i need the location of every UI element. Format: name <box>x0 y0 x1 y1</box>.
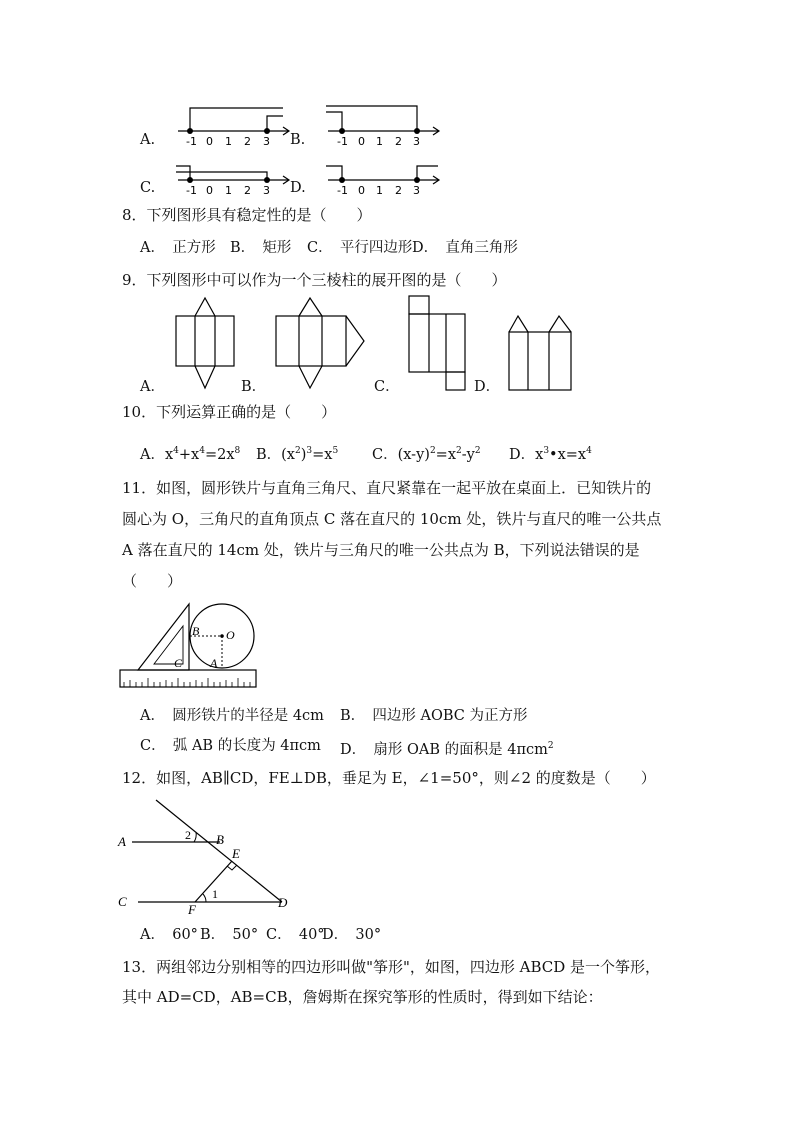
line-db <box>156 800 282 902</box>
tick-1: 1 <box>225 184 232 197</box>
tick-2: 2 <box>244 135 251 148</box>
q10-b-exp2: 3 <box>306 446 313 456</box>
q10-d-exp1: 3 <box>543 446 550 456</box>
q10-d-exp2: 4 <box>586 446 592 456</box>
q10-a-mid: +x <box>178 446 200 463</box>
q11-d-text: D． 扇形 OAB 的面积是 4πcm <box>340 741 548 758</box>
q7-number-line-d <box>320 160 445 200</box>
q10-c-base: C．(x-y) <box>372 446 430 463</box>
q11-stem-line3: A 落在直尺的 14cm 处，铁片与三角尺的唯一公共点为 B，下列说法错误的是 <box>122 541 640 559</box>
q10-option-b[interactable] <box>256 441 338 465</box>
q7-option-b-label[interactable]: B. <box>290 132 306 148</box>
q10-a-post: =2x <box>204 446 235 463</box>
q10-c-exp2: 2 <box>456 446 462 456</box>
label-o: O <box>226 628 235 642</box>
q11-d-exp: 2 <box>547 741 554 751</box>
q7-option-d-label[interactable]: D. <box>290 180 306 196</box>
q10-b-base: B．(x <box>256 446 295 463</box>
q7-number-line-c <box>170 160 295 200</box>
label-a: A <box>118 834 126 849</box>
q10-option-c[interactable] <box>372 441 481 465</box>
q10-b-mid: ) <box>300 446 307 463</box>
q10-c-post: -y <box>461 446 475 463</box>
q10-b-post: =x <box>312 446 333 463</box>
q13-stem-line1: 13．两组邻边分别相等的四边形叫做"筝形"，如图，四边形 ABCD 是一个筝形， <box>122 958 661 976</box>
q10-a-exp3: 8 <box>234 446 241 456</box>
q10-d-base: D．x <box>509 446 544 463</box>
label-c: C <box>174 656 183 670</box>
tick-0: 0 <box>358 135 365 148</box>
tick-0: 0 <box>358 184 365 197</box>
q11-stem-line1: 11．如图，圆形铁片与直角三角尺、直尺紧靠在一起平放在桌面上．已知铁片的 <box>122 479 652 497</box>
q7-option-c-label[interactable]: C. <box>140 180 156 196</box>
tick-1: 1 <box>376 184 383 197</box>
q7-number-line-a <box>170 100 295 150</box>
q9-stem: 9．下列图形中可以作为一个三棱柱的展开图的是（ ） <box>122 271 507 289</box>
q10-a-base: A．x <box>140 446 174 463</box>
q11-option-a[interactable]: A． 圆形铁片的半径是 4cm <box>140 708 324 724</box>
q10-option-d[interactable] <box>509 441 592 465</box>
tick-2: 2 <box>395 135 402 148</box>
q10-a-exp2: 4 <box>199 446 205 456</box>
q11-option-b[interactable]: B． 四边形 AOBC 为正方形 <box>340 708 528 724</box>
tick-0: 0 <box>206 135 213 148</box>
ruler-ticks <box>124 678 250 687</box>
q13-stem-line2: 其中 AD=CD，AB=CB，詹姆斯在探究筝形的性质时，得到如下结论： <box>122 988 603 1006</box>
q10-c-exp1: 2 <box>429 446 436 456</box>
label-d: D <box>278 895 288 910</box>
tick-2: 2 <box>244 184 251 197</box>
q9-net-a <box>170 296 240 396</box>
label-a: A <box>210 656 218 670</box>
tick-3: 3 <box>263 135 270 148</box>
q9-option-d-label[interactable]: D． <box>474 379 501 395</box>
tick-1: 1 <box>225 135 232 148</box>
q8-option-a[interactable]: A． 正方形 <box>140 240 216 256</box>
q12-option-d[interactable]: D． 30° <box>322 927 382 943</box>
q10-option-a[interactable] <box>140 441 240 465</box>
q7-number-line-b <box>320 100 445 150</box>
q12-option-b[interactable]: B． 50° <box>200 927 259 943</box>
ruler <box>120 670 256 687</box>
q11-option-d[interactable] <box>340 736 554 760</box>
label-b: B <box>216 832 224 847</box>
q8-option-d[interactable]: D． 直角三角形 <box>412 240 518 256</box>
q9-option-c-label[interactable]: C． <box>374 379 400 395</box>
tick-m1: -1 <box>337 135 348 148</box>
q10-b-exp1: 2 <box>295 446 301 456</box>
q12-option-a[interactable]: A． 60° <box>140 927 198 943</box>
tick-1: 1 <box>376 135 383 148</box>
q8-option-b[interactable]: B． 矩形 <box>230 240 292 256</box>
tick-3: 3 <box>413 135 420 148</box>
label-b: B <box>192 624 200 638</box>
q10-c-mid: =x <box>435 446 456 463</box>
q11-stem-line4: （ ） <box>122 572 183 590</box>
q7-option-a-label[interactable]: A. <box>140 132 156 148</box>
q10-c-exp3: 2 <box>474 446 481 456</box>
q9-option-b-label[interactable]: B． <box>241 379 267 395</box>
q9-net-d <box>504 310 574 396</box>
q12-figure <box>116 796 306 916</box>
q8-option-c[interactable]: C． 平行四边形 <box>307 240 413 256</box>
label-c: C <box>118 894 127 909</box>
q9-net-b <box>270 296 370 396</box>
tick-2: 2 <box>395 184 402 197</box>
tick-m1: -1 <box>337 184 348 197</box>
tick-3: 3 <box>413 184 420 197</box>
tick-0: 0 <box>206 184 213 197</box>
q10-b-exp3: 5 <box>332 446 339 456</box>
q10-stem: 10．下列运算正确的是（ ） <box>122 403 337 421</box>
q10-a-exp1: 4 <box>173 446 179 456</box>
tick-m1: -1 <box>186 135 197 148</box>
q12-stem: 12．如图，AB∥CD，FE⊥DB，垂足为 E，∠1=50°，则∠2 的度数是（ ） <box>122 769 656 787</box>
q11-stem-line2: 圆心为 O，三角尺的直角顶点 C 落在直尺的 10cm 处，铁片与直尺的唯一公共点 <box>122 510 662 528</box>
label-e: E <box>232 846 240 861</box>
tick-3: 3 <box>263 184 270 197</box>
q11-figure <box>116 598 262 694</box>
q9-net-c <box>404 292 474 396</box>
label-angle-2: 2 <box>185 828 191 842</box>
q9-option-a-label[interactable]: A． <box>140 379 165 395</box>
q8-stem: 8．下列图形具有稳定性的是（ ） <box>122 206 372 224</box>
q11-option-c[interactable]: C． 弧 AB 的长度为 4πcm <box>140 738 321 754</box>
q10-d-mid: •x=x <box>549 446 587 463</box>
q12-option-c[interactable]: C． 40° <box>266 927 325 943</box>
tick-m1: -1 <box>186 184 197 197</box>
label-f: F <box>188 902 196 916</box>
label-angle-1: 1 <box>212 887 218 901</box>
